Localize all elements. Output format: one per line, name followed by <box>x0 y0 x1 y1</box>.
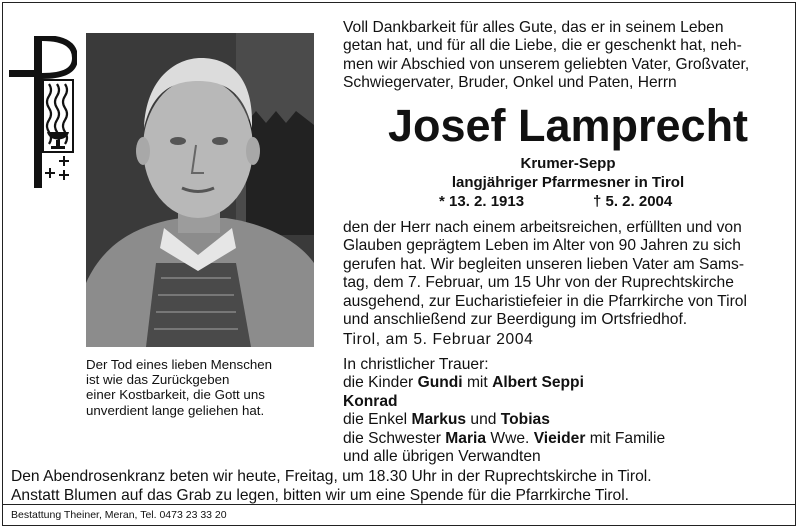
body-line: tag, dem 7. Februar, um 15 Uhr von der Ruprechtskirche <box>343 274 734 292</box>
mourner-name: Konrad <box>343 392 398 410</box>
mourner-name: Gundi <box>417 374 463 392</box>
body-line: ausgehend, zur Eucharistiefeier in die Pfarrkirche von Tirol <box>343 292 747 310</box>
intro-line: getan hat, und für all die Liebe, die er geschenkt hat, neh- <box>343 37 742 55</box>
birth-date: * 13. 2. 1913 <box>439 193 525 210</box>
mourners-heading: In christlicher Trauer: <box>343 356 489 373</box>
mourner-name: Markus <box>411 411 467 429</box>
funeral-home-footer: Bestattung Theiner, Meran, Tel. 0473 23 33 20 <box>11 509 227 521</box>
divider <box>2 504 796 505</box>
announcement-line: Den Abendrosenkranz beten wir heute, Freitag, um 18.30 Uhr in der Ruprechtskirche in Tirol. <box>11 468 652 485</box>
mourner-line: und alle übrigen Verwandten <box>343 448 541 466</box>
body-line: und anschließend zur Beerdigung im Ortsfriedhof. <box>343 311 688 329</box>
place-date-text: Tirol, am 5. Februar 2004 <box>343 331 534 348</box>
portrait-photo <box>86 33 314 347</box>
mourner-name: Vieider <box>533 429 586 447</box>
mourner-text: und <box>466 411 501 429</box>
body-text <box>343 219 793 329</box>
deceased-name: Josef Lamprecht <box>387 100 749 151</box>
mourner-line <box>343 374 793 392</box>
mourner-text: Wwe. <box>486 429 534 447</box>
quote-line: einer Kostbarkeit, die Gott uns <box>86 387 265 403</box>
memorial-quote <box>86 357 316 418</box>
nickname: Krumer-Sepp <box>520 155 616 172</box>
mourner-line <box>343 411 793 429</box>
place-date <box>343 331 793 349</box>
cross-chirho-chalice-icon <box>9 36 77 188</box>
mourner-text: die Kinder <box>343 374 418 392</box>
role: langjähriger Pfarrmesner in Tirol <box>451 174 685 191</box>
intro-line: Voll Dankbarkeit für alles Gute, das er in seinem Leben <box>343 19 724 36</box>
mourner-text: die Enkel <box>343 411 412 429</box>
body-line: den der Herr nach einem arbeitsreichen, erfüllten und von <box>343 219 742 236</box>
mourner-text: mit Familie <box>585 429 666 447</box>
mourner-name: Albert Seppi <box>492 374 584 392</box>
mourner-text: mit <box>462 374 493 392</box>
mourners-list <box>343 356 793 466</box>
mourner-name: Maria <box>445 429 487 447</box>
quote-line: unverdient lange geliehen hat. <box>86 402 265 418</box>
death-date: † 5. 2. 2004 <box>593 193 673 210</box>
mourner-line <box>343 393 793 411</box>
quote-line: ist wie das Zurückgeben <box>86 372 230 388</box>
mourner-text: die Schwester <box>343 429 446 447</box>
mourner-line <box>343 430 793 448</box>
mourner-name: Tobias <box>500 411 550 429</box>
intro-text <box>343 19 793 93</box>
announcement <box>11 467 791 505</box>
intro-line: men wir Abschied von unserem geliebten Vater, Großvater, <box>343 55 750 73</box>
quote-line: Der Tod eines lieben Menschen <box>86 357 273 372</box>
body-line: Glauben geprägtem Leben im Alter von 90 Jahren zu sich <box>343 237 741 255</box>
body-line: gerufen hat. Wir begleiten unseren lieben Vater am Sams- <box>343 255 745 273</box>
intro-line: Schwiegervater, Bruder, Onkel und Paten, Herrn <box>343 74 677 92</box>
announcement-line: Anstatt Blumen auf das Grab zu legen, bitten wir um eine Spende für die Pfarrkirche Tirol. <box>11 487 630 504</box>
